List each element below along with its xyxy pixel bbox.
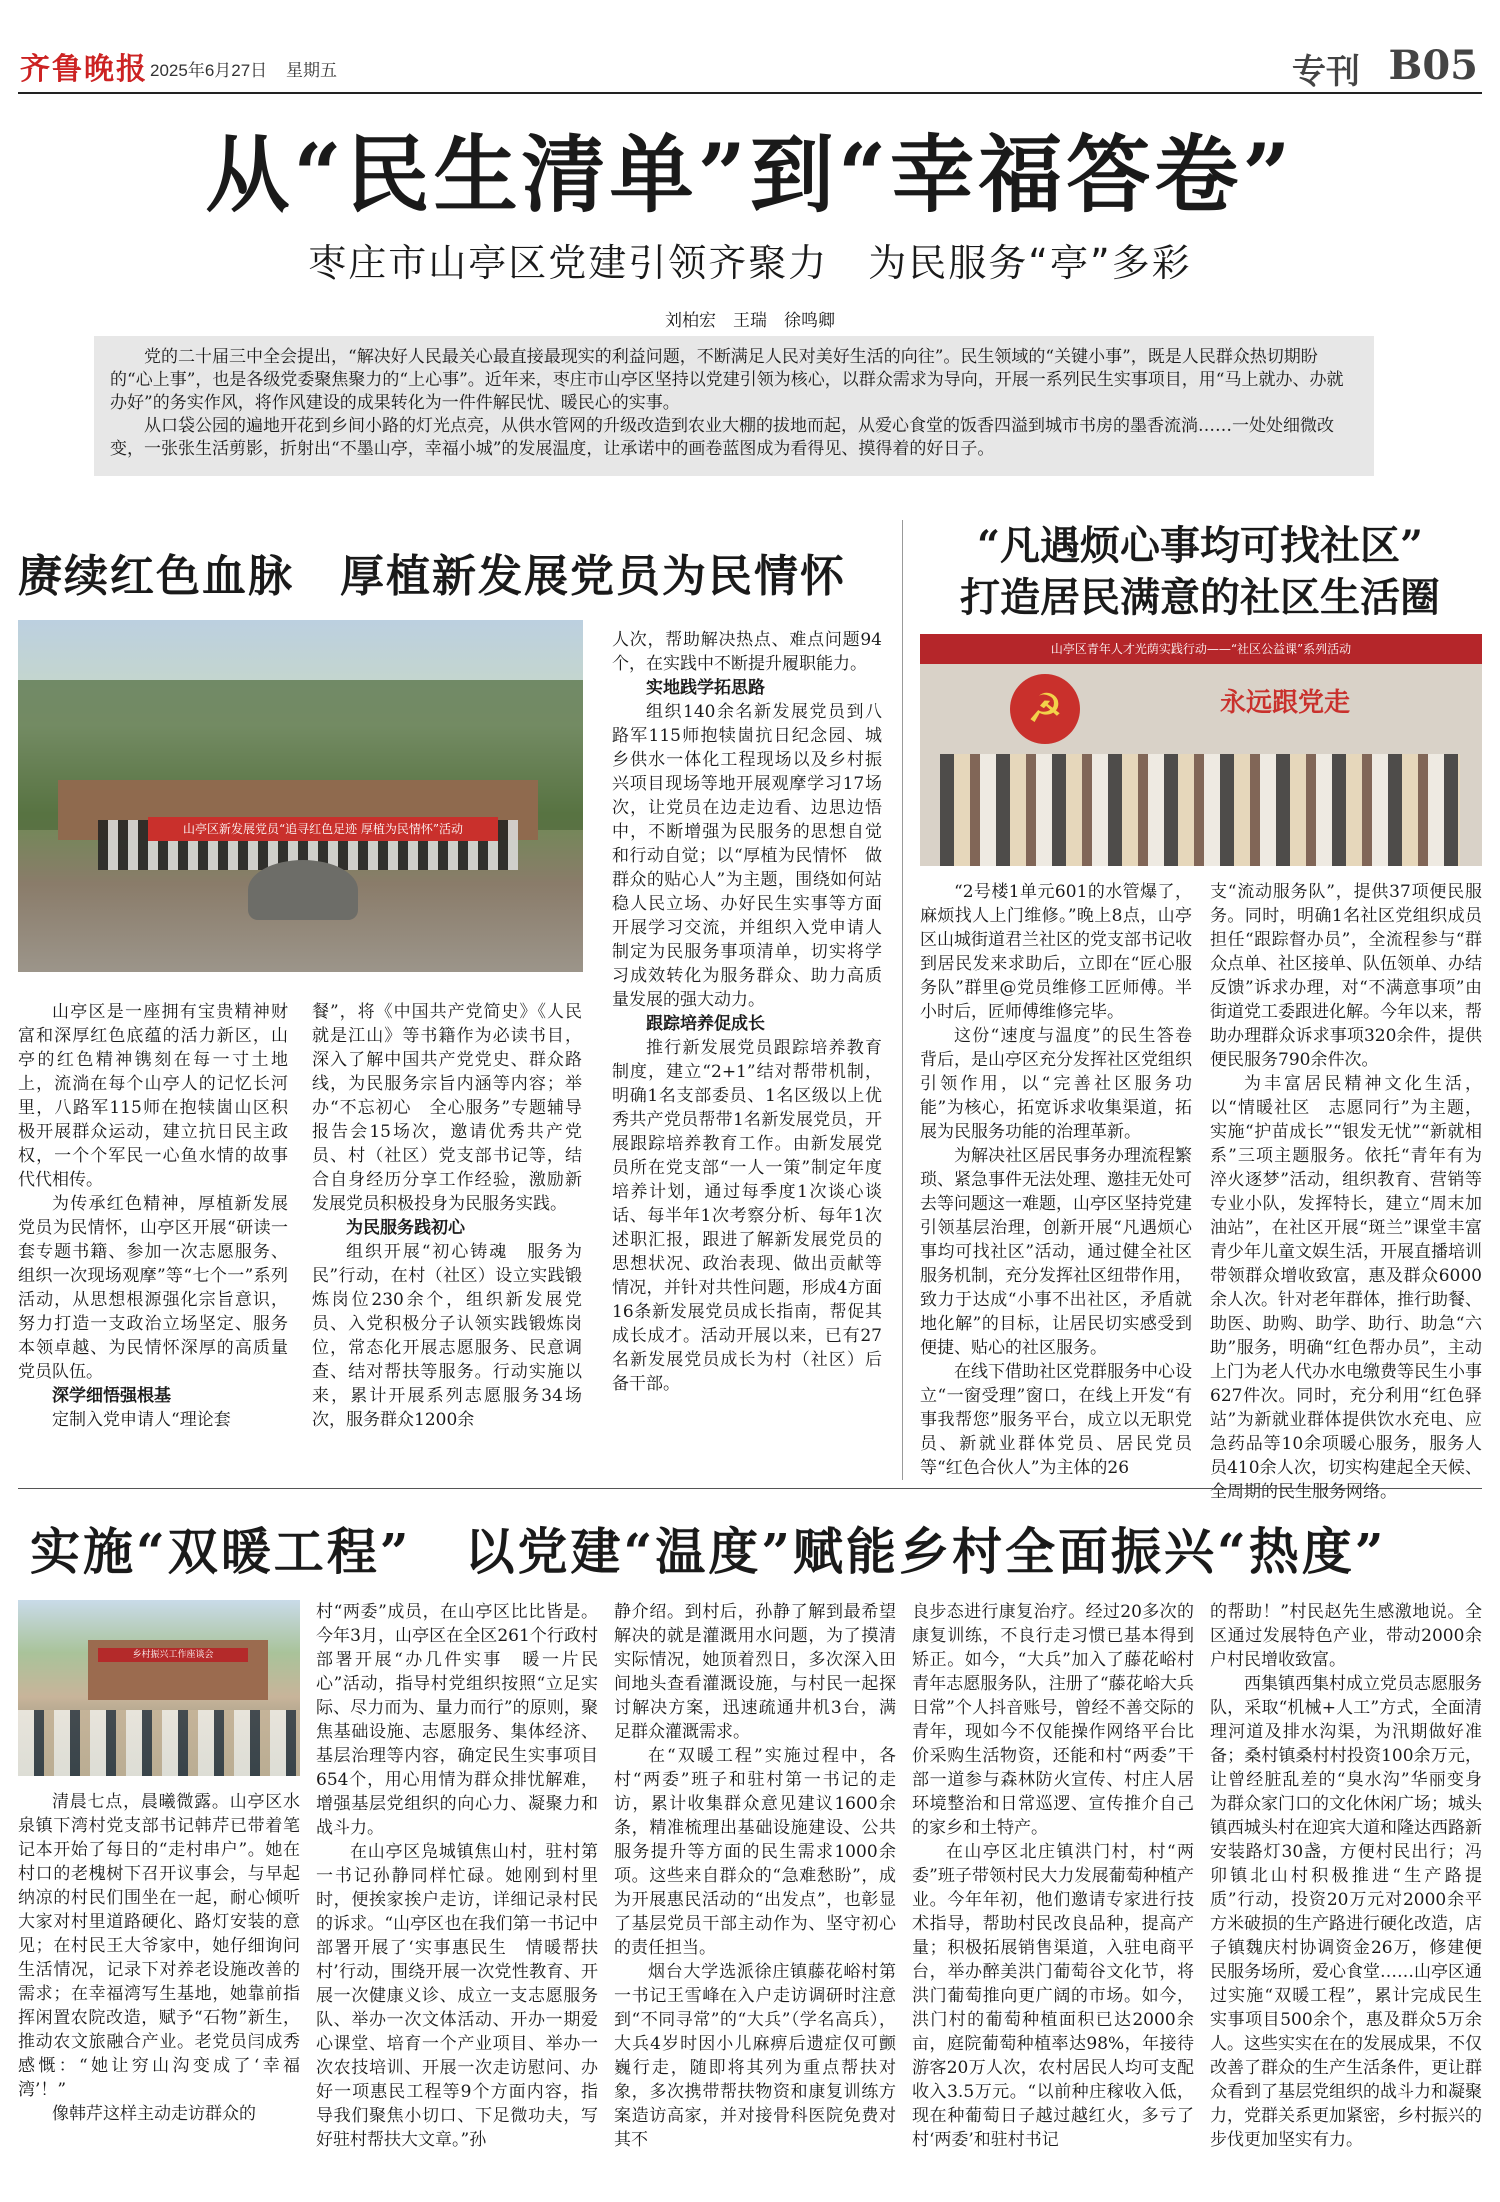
paragraph: 山亭区是一座拥有宝贵精神财富和深厚红色底蕴的活力新区，山亭的红色精神镌刻在每一寸土地上，流淌在每个山亭人的记忆长河里，八路军115师在抱犊崮山区积极开展群众运动，建立抗日民主政权，一个个军民一心鱼水情的故事代代相传。	[18, 1002, 288, 1190]
lead-paragraph: 从口袋公园的遍地开花到乡间小路的灯光点亮，从供水管网的升级改造到农业大棚的拔地而起，从爱心食堂的饭香四溢到城市书房的墨香流淌……一处处细微改变，一张张生活剪影，折射出“不墨山亭，幸福小城”的发展温度，让承诺中的画卷蓝图成为看得见、摸得着的好日子。	[110, 416, 1334, 459]
subheading: 实地践学拓思路	[646, 678, 765, 698]
issue-weekday: 星期五	[286, 61, 337, 80]
paragraph: 静介绍。到村后，孙静了解到最希望解决的就是灌溉用水问题，为了摸清实际情况，她顶着烈日，多次深入田间地头查看灌溉设施，与村民一起探讨解决方案，迅速疏通井机3台，满足群众灌溉需求。	[614, 1602, 896, 1742]
section2-column-1	[920, 880, 1192, 1480]
masthead: 齐鲁晚报	[20, 52, 148, 87]
section2-title	[910, 520, 1490, 624]
photo-red-heritage	[18, 620, 583, 972]
lead-paragraph: 党的二十届三中全会提出，“解决好人民最关心最直接最现实的利益问题，不断满足人民对美好生活的向往”。民生领域的“关键小事”，既是人民群众热切期盼的“心上事”，也是各级党委聚焦聚力的“上心事”。近年来，枣庄市山亭区坚持以党建引领为核心，以群众需求为导向，开展一系列民生实事项目，用“马上就办、办就办好”的务实作风，将作风建设的成果转化为一件件解民忧、暖民心的实事。	[110, 347, 1344, 413]
paragraph: 在山亭区凫城镇焦山村，驻村第一书记孙静同样忙碌。她刚到村里时，便挨家挨户走访，详细记录村民的诉求。“山亭区也在我们第一书记中部署开展了‘实事惠民生 情暖帮扶村’行动，围绕开展一次党性教育、开展一次健康义诊、成立一支志愿服务队、举办一次文体活动、开办一期爱心课堂、培育一个产业项目、举办一次农技培训、开展一次走访慰问、办好一项惠民工程等9个方面内容，指导我们聚焦小切口、下足微功夫，写好驻村帮扶大文章。”孙	[316, 1842, 598, 2150]
paragraph: 为解决社区居民事务办理流程繁琐、紧急事件无法处理、邀挂无处可去等问题这一难题，山亭区坚持党建引领基层治理，创新开展“凡遇烦心事均可找社区”活动，通过健全社区服务机制，充分发挥社区纽带作用，致力于达成“小事不出社区，矛盾就地化解”的目标，让居民切实感受到便捷、贴心的社区服务。	[920, 1146, 1192, 1358]
subheading: 跟踪培养促成长	[646, 1014, 765, 1034]
paragraph: 的帮助！”村民赵先生感激地说。全区通过发展特色产业，带动2000余户村民增收致富。	[1210, 1602, 1482, 1670]
photo-wall-slogan: 永远跟党走	[1220, 688, 1351, 718]
section3-column-3	[614, 1600, 896, 2190]
paragraph: 推行新发展党员跟踪培养教育制度，建立“2+1”结对帮带机制，明确1名支部委员、1名区级以上优秀共产党员帮带1名新发展党员，开展跟踪培养教育工作。由新发展党员所在党支部“一人一策”制定年度培养计划，通过每季度1次谈心谈话、每半年1次考察分析、每年1次述职汇报，跟进了解新发展党员的思想状况、政治表现、做出贡献等情况，并针对共性问题，形成4方面16条新发展党员成长指南，帮促其成长成才。活动开展以来，已有27名新发展党员成长为村（社区）后备干部。	[612, 1038, 882, 1394]
paragraph: 村“两委”成员，在山亭区比比皆是。今年3月，山亭区在全区261个行政村部署开展“办几件实事 暖一片民心”活动，指导村党组织按照“立足实际、尽力而为、量力而行”的原则，聚焦基础设施、志愿服务、集体经济、基层治理等内容，确定民生实事项目654个，用心用情为群众排忧解难，增强基层党组织的向心力、凝聚力和战斗力。	[316, 1602, 598, 1838]
paragraph: 为传承红色精神，厚植新发展党员为民情怀，山亭区开展“研读一套专题书籍、参加一次志愿服务、组织一次现场观摩”等“七个一”系列活动，从思想根源强化宗旨意识，努力打造一支政治立场坚定、服务本领卓越、为民情怀深厚的高质量党员队伍。	[18, 1194, 288, 1382]
party-emblem-icon: ☭	[1010, 674, 1080, 744]
photo-banner: 山亭区新发展党员“追寻红色足迹 厚植为民情怀”活动	[148, 817, 498, 841]
section3-column-4	[912, 1600, 1194, 2190]
paragraph: “2号楼1单元601的水管爆了，麻烦找人上门维修。”晚上8点，山亭区山城街道君兰社区的党支部书记收到居民发来求助后，立即在“匠心服务队”群里@党员维修工匠师傅。半小时后，匠师傅维修完毕。	[920, 882, 1192, 1022]
photo-community	[920, 634, 1482, 866]
section3-column-2	[316, 1600, 598, 2190]
page-subtitle: 枣庄市山亭区党建引领齐聚力 为民服务“亭”多彩	[308, 241, 1192, 285]
column-divider	[902, 520, 903, 1480]
section1-column-3	[612, 628, 882, 1420]
paragraph: 西集镇西集村成立党员志愿服务队，采取“机械+人工”方式，全面清理河道及排水沟渠，为汛期做好准备；桑村镇桑村村投资100余万元，让曾经脏乱差的“臭水沟”华丽变身为群众家门口的文化休闲广场；城头镇西城头村在迎宾大道和隆达西路新安装路灯30盏，方便村民出行；冯卯镇北山村积极推进“生产路提质”行动，投资20万元对2000余平方米破损的生产路进行硬化改造，店子镇魏庆村协调资金26万，修建便民服务场所，爱心食堂……山亭区通过实施“双暖工程”，累计完成民生实事项目500余个，惠及群众5万余人。这些实实在在的发展成果，不仅改善了群众的生产生活条件，更让群众看到了基层党组织的战斗力和凝聚力，党群关系更加紧密，乡村振兴的步伐更加坚实有力。	[1210, 1674, 1482, 2150]
section2-title-line: 打造居民满意的社区生活圈	[960, 574, 1440, 621]
section3-column-1	[18, 1790, 300, 2190]
paragraph: 餐”，将《中国共产党简史》《人民就是江山》等书籍作为必读书目，深入了解中国共产党党史、群众路线，为民服务宗旨内涵等内容；举办“不忘初心 全心服务”专题辅导报告会15场次，邀请优秀共产党员、村（社区）党支部书记等，结合自身经历分享工作经验，激励新发展党员积极投身为民服务实践。	[312, 1002, 582, 1214]
section3-title: 实施“双暖工程” 以党建“温度”赋能乡村全面振兴“热度”	[30, 1522, 1387, 1581]
paragraph: 支“流动服务队”，提供37项便民服务。同时，明确1名社区党组织成员担任“跟踪督办员”，全流程参与“群众点单、社区接单、队伍领单、办结反馈”诉求办理，对“不满意事项”由街道党工委跟进化解。今年以来，帮助办理群众诉求事项320余件，提供便民服务790余件次。	[1210, 882, 1482, 1070]
section1-column-1	[18, 1000, 288, 1430]
subheading: 为民服务践初心	[346, 1218, 465, 1238]
paragraph: 在“双暖工程”实施过程中，各村“两委”班子和驻村第一书记的走访，累计收集群众意见建议1600余条，精准梳理出基础设施建设、公共服务提升等方面的民生需求1000余项。这些来自群众的“急难愁盼”，成为开展惠民活动的“出发点”，也彰显了基层党员干部主动作为、坚守初心的责任担当。	[614, 1746, 896, 1958]
paragraph: 人次，帮助解决热点、难点问题94个，在实践中不断提升履职能力。	[612, 630, 882, 674]
photo-banner: 乡村振兴工作座谈会	[98, 1648, 248, 1662]
paragraph: 组织开展“初心铸魂 服务为民”行动，在村（社区）设立实践锻炼岗位230余个，组织新发展党员、入党积极分子认领实践锻炼岗位，常态化开展志愿服务、民意调查、结对帮扶等服务。行动实施以来，累计开展系列志愿服务34场次，服务群众1200余	[312, 1242, 582, 1430]
paragraph: 良步态进行康复治疗。经过20多次的康复训练，不良行走习惯已基本得到矫正。如今，“大兵”加入了藤花峪村青年志愿服务队，注册了“藤花峪大兵日常”个人抖音账号，曾经不善交际的青年，现如今不仅能操作网络平台比价采购生活物资，还能和村“两委”干部一道参与森林防火宣传、村庄人居环境整治和日常巡逻、宣传推介自己的家乡和土特产。	[912, 1602, 1194, 1838]
subheading: 深学细悟强根基	[52, 1386, 171, 1406]
photo-banner: 山亭区青年人才光荫实践行动——“社区公益课”系列活动	[920, 634, 1482, 664]
paragraph: 定制入党申请人“理论套	[52, 1410, 231, 1430]
page-number: B05	[1388, 42, 1478, 89]
paragraph: 为丰富居民精神文化生活，以“情暖社区 志愿同行”为主题，实施“护苗成长”“银发无忧”“新就相系”三项主题服务。依托“青年有为 淬火逐梦”活动，组织教育、营销等专业小队，发挥特长，建立“周末加油站”，在社区开展“斑兰”课堂丰富青少年儿童文娱生活，开展直播培训带领群众增收致富，惠及群众6000余人次。针对老年群体，推行助餐、助医、助购、助学、助行、助急“六助”服务，明确“红色帮办员”，主动上门为老人代办水电缴费等民生小事627件次。同时，充分利用“红色驿站”为新就业群体提供饮水充电、应急药品等10余项暖心服务，服务人员410余人次，切实构建起全天候、全周期的民生服务网络。	[1210, 1074, 1499, 1502]
section3-column-5	[1210, 1600, 1482, 2190]
paragraph: 像韩芹这样主动走访群众的	[52, 2104, 256, 2124]
photo-village-meeting	[18, 1600, 300, 1776]
paragraph: 烟台大学选派徐庄镇藤花峪村第一书记王雪峰在入户走访调研时注意到“不同寻常”的“大兵”（学名高兵），大兵4岁时因小儿麻痹后遗症仅可颤巍行走，随即将其列为重点帮扶对象，多次携带帮扶物资和康复训练方案造访高家，并对接骨科医院免费对其不	[614, 1962, 896, 2150]
lead-box	[94, 336, 1374, 476]
issue-date: 2025年6月27日	[150, 61, 268, 80]
paragraph: 在线下借助社区党群服务中心设立“一窗受理”窗口，在线上开发“有事我帮您”服务平台，成立以无职党员、新就业群体党员、居民党员等“红色合伙人”为主体的26	[920, 1362, 1192, 1478]
section2-column-2	[1210, 880, 1499, 1502]
section1-title: 赓续红色血脉 厚植新发展党员为民情怀	[18, 551, 846, 602]
paragraph: 在山亭区北庄镇洪门村，村“两委”班子带领村民大力发展葡萄种植产业。今年年初，他们邀请专家进行技术指导，帮助村民改良品种，提高产量；积极拓展销售渠道，入驻电商平台，举办醉美洪门葡萄谷文化节，将洪门葡萄推向更广阔的市场。如今，洪门村的葡萄种植面积已达2000余亩，庭院葡萄种植率达98%，年接待游客20万人次，农村居民人均可支配收入3.5万元。“以前种庄稼收入低，现在种葡萄日子越过越红火，多亏了村‘两委’和驻村书记	[912, 1842, 1194, 2150]
paragraph: 清晨七点，晨曦微露。山亭区水泉镇下湾村党支部书记韩芹已带着笔记本开始了每日的“走村串户”。她在村口的老槐树下召开议事会，与早起纳凉的村民们围坐在一起，耐心倾听大家对村里道路硬化、路灯安装的意见；在村民王大爷家中，她仔细询问生活情况，记录下对养老设施改善的需求；在幸福湾写生基地，她靠前指挥闲置农院改造，赋予“石物”新生，推动农文旅融合产业。老党员闫成秀感慨：“她让穷山沟变成了‘幸福湾’！”	[18, 1792, 300, 2100]
page-title: 从“民生清单”到“幸福答卷”	[205, 125, 1295, 224]
header-rule	[18, 92, 1482, 94]
paragraph: 组织140余名新发展党员到八路军115师抱犊崮抗日纪念园、城乡供水一体化工程现场以及乡村振兴项目现场等地开展观摩学习17场次，让党员在边走边看、边思边悟中，不断增强为民服务的思想自觉和行动自觉；以“厚植为民情怀 做群众的贴心人”为主题，围绕如何站稳人民立场、办好民生实事等方面开展学习交流，并组织入党申请人制定为民服务事项清单，切实将学习成效转化为服务群众、助力高质量发展的强大动力。	[612, 702, 882, 1010]
section-divider	[18, 1488, 1482, 1489]
section2-title-line: “凡遇烦心事均可找社区”	[976, 522, 1423, 569]
paragraph: 这份“速度与温度”的民生答卷背后，是山亭区充分发挥社区党组织引领作用，以“完善社区服务功能”为核心，拓宽诉求收集渠道，拓展为民服务功能的治理革新。	[920, 1026, 1192, 1142]
section-label: 专刊	[1292, 52, 1360, 92]
byline: 刘柏宏 王瑞 徐鸣卿	[665, 311, 835, 330]
section1-column-2	[312, 1000, 582, 1430]
